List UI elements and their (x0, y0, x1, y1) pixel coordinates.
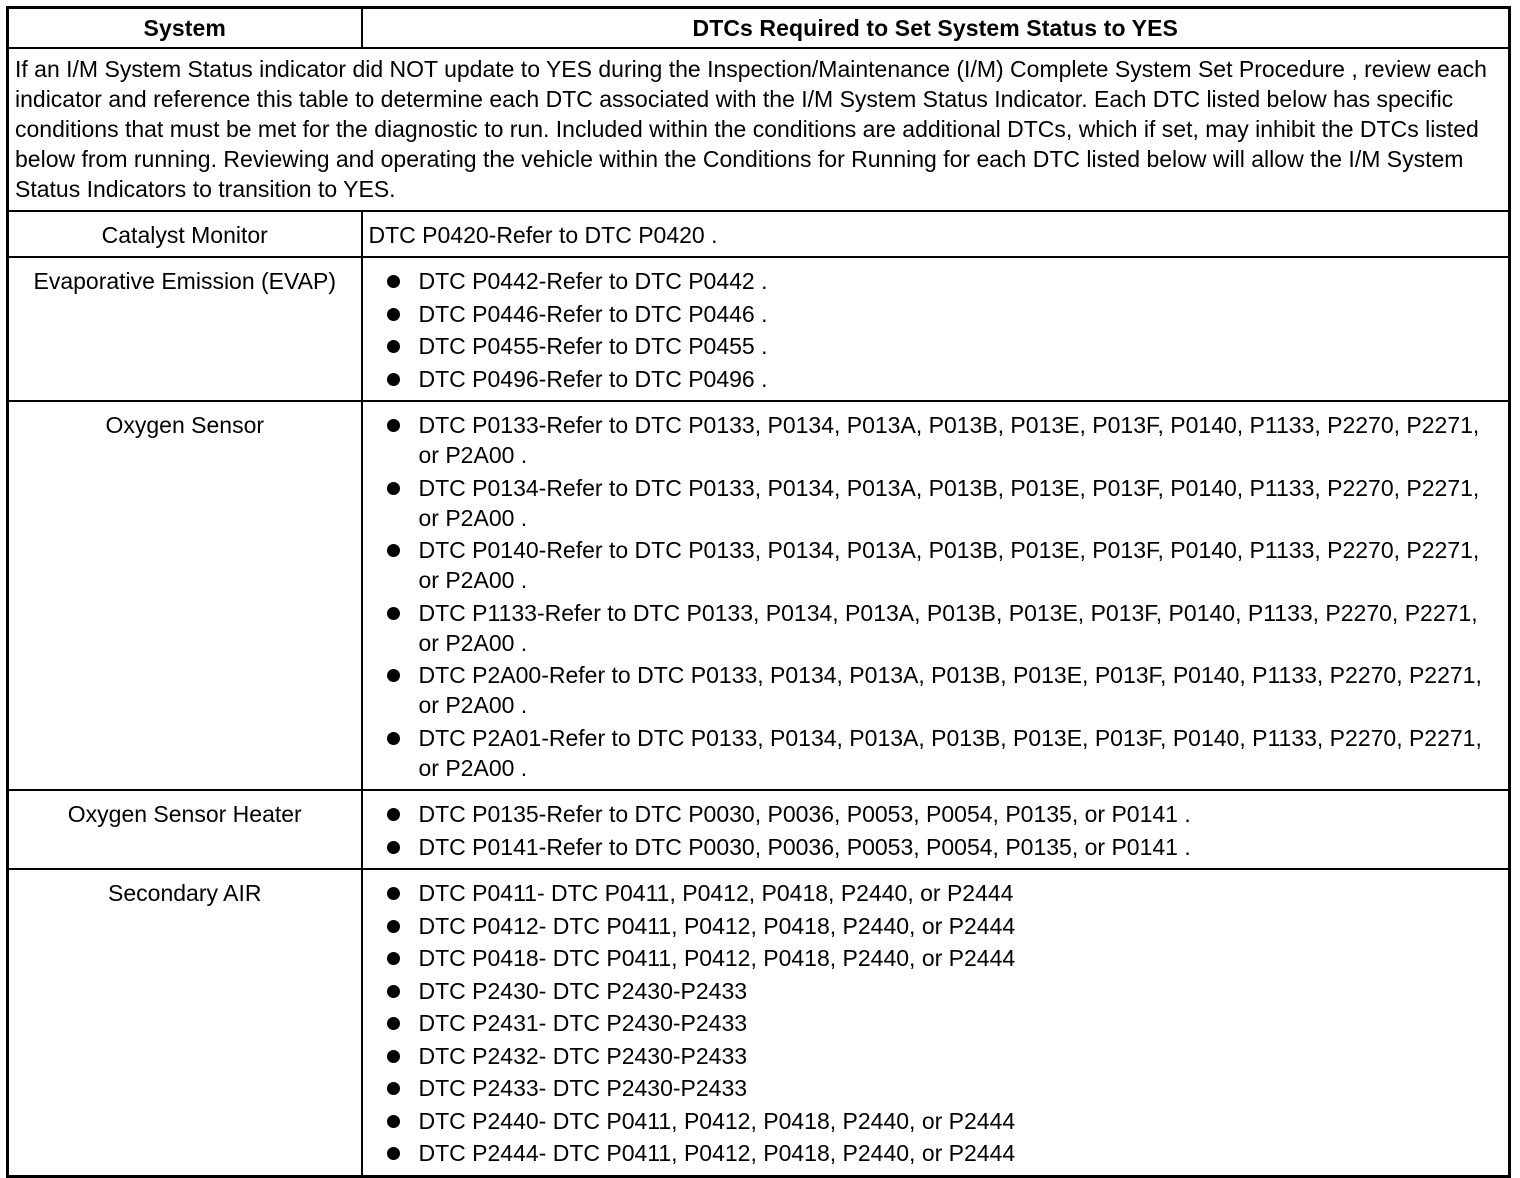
list-item-text: DTC P0418- DTC P0411, P0412, P0418, P2440, or P2444 (418, 945, 1016, 971)
list-item-text: DTC P2433- DTC P2430-P2433 (418, 1075, 748, 1101)
dtc-list (363, 410, 1499, 783)
list-item-text: DTC P0133-Refer to DTC P0133, P0134, P013A, P013B, P013E, P013F, P0140, P1133, P2270, P2271, or P2A00 . (418, 412, 1480, 468)
table-row (8, 869, 1510, 1176)
system-cell: Catalyst Monitor (8, 211, 362, 257)
bullet-icon (387, 1050, 400, 1063)
list-item-text: DTC P0442-Refer to DTC P0442 . (418, 268, 768, 294)
list-item-text: DTC P0134-Refer to DTC P0133, P0134, P013A, P013B, P013E, P013F, P0140, P1133, P2270, P2271, or P2A00 . (418, 474, 1480, 531)
dtc-cell: DTC P0420-Refer to DTC P0420 . (362, 211, 1510, 257)
list-item (363, 598, 1499, 658)
list-item (363, 331, 1499, 361)
list-item-text: DTC P1133-Refer to DTC P0133, P0134, P013A, P013B, P013E, P013F, P0140, P1133, P2270, P2271, or P2A00 . (418, 599, 1478, 656)
system-cell: Secondary AIR (8, 869, 362, 1176)
bullet-icon (387, 607, 400, 620)
system-cell: Oxygen Sensor (8, 401, 362, 790)
bullet-icon (387, 887, 400, 900)
list-item-text: DTC P2444- DTC P0411, P0412, P0418, P2440, or P2444 (418, 1140, 1016, 1166)
bullet-icon (387, 1082, 400, 1095)
table-row (8, 790, 1510, 869)
list-item-text: DTC P0446-Refer to DTC P0446 . (418, 300, 768, 327)
list-item (363, 943, 1499, 973)
table-row (8, 211, 1510, 257)
list-item-text: DTC P2430- DTC P2430-P2433 (418, 977, 748, 1004)
dtc-list (363, 799, 1499, 862)
list-item (363, 660, 1499, 720)
dtc-cell (362, 869, 1510, 1176)
bullet-icon (387, 841, 400, 854)
bullet-icon (387, 920, 400, 933)
bullet-icon (387, 419, 400, 432)
list-item (363, 1041, 1499, 1071)
list-item-text: DTC P0135-Refer to DTC P0030, P0036, P0053, P0054, P0135, or P0141 . (418, 801, 1191, 827)
list-item-text: DTC P2440- DTC P0411, P0412, P0418, P2440, or P2444 (418, 1107, 1016, 1134)
bullet-icon (387, 952, 400, 965)
header-dtcs: DTCs Required to Set System Status to YES (362, 8, 1510, 49)
bullet-icon (387, 1147, 400, 1160)
list-item (363, 799, 1499, 829)
list-item-text: DTC P2A00-Refer to DTC P0133, P0134, P013A, P013B, P013E, P013F, P0140, P1133, P2270, P2271, or P2A00 . (418, 662, 1482, 718)
list-item (363, 1008, 1499, 1038)
bullet-icon (387, 808, 400, 821)
dtc-cell (362, 257, 1510, 401)
list-item-text: DTC P2432- DTC P2430-P2433 (418, 1042, 748, 1069)
table-row (8, 257, 1510, 401)
bullet-icon (387, 308, 400, 321)
intro-row (8, 48, 1510, 211)
list-item (363, 473, 1499, 533)
list-item-text: DTC P0496-Refer to DTC P0496 . (418, 365, 768, 392)
list-item-text: DTC P2431- DTC P2430-P2433 (418, 1010, 748, 1036)
list-item (363, 1073, 1499, 1103)
system-cell: Evaporative Emission (EVAP) (8, 257, 362, 401)
bullet-icon (387, 340, 400, 353)
list-item (363, 723, 1499, 783)
bullet-icon (387, 985, 400, 998)
list-item (363, 832, 1499, 862)
list-item-text: DTC P0411- DTC P0411, P0412, P0418, P2440, or P2444 (418, 880, 1014, 906)
bullet-icon (387, 544, 400, 557)
list-item-text: DTC P2A01-Refer to DTC P0133, P0134, P013A, P013B, P013E, P013F, P0140, P1133, P2270, P2271, or P2A00 . (418, 724, 1482, 781)
bullet-icon (387, 482, 400, 495)
dtc-list (363, 878, 1499, 1168)
list-item (363, 976, 1499, 1006)
bullet-icon (387, 732, 400, 745)
list-item (363, 266, 1499, 296)
list-item (363, 535, 1499, 595)
dtc-table (6, 6, 1511, 1178)
table-row (8, 401, 1510, 790)
list-item-text: DTC P0412- DTC P0411, P0412, P0418, P2440, or P2444 (418, 912, 1016, 939)
header-row (8, 8, 1510, 49)
list-item-text: DTC P0141-Refer to DTC P0030, P0036, P0053, P0054, P0135, or P0141 . (418, 833, 1191, 860)
list-item (363, 878, 1499, 908)
list-item (363, 1106, 1499, 1136)
bullet-icon (387, 275, 400, 288)
dtc-list (363, 266, 1499, 394)
system-cell: Oxygen Sensor Heater (8, 790, 362, 869)
bullet-icon (387, 373, 400, 386)
list-item (363, 364, 1499, 394)
bullet-icon (387, 1115, 400, 1128)
bullet-icon (387, 1017, 400, 1030)
list-item (363, 1138, 1499, 1168)
intro-text: If an I/M System Status indicator did NOT update to YES during the Inspection/Maintenance (I/M) Complete System Set Procedure , review each indicator and reference this table to determine each DTC associated with the I/M System Status Indicator. Each DTC listed below has specific conditions that must be met for the diagnostic to run. Included within the conditions are additional DTCs, which if set, may inhibit the DTCs listed below from running. Reviewing and operating the vehicle within the Conditions for Running for each DTC listed below will allow the I/M System Status Indicators to transition to YES. (8, 48, 1510, 211)
header-system: System (8, 8, 362, 49)
list-item-text: DTC P0140-Refer to DTC P0133, P0134, P013A, P013B, P013E, P013F, P0140, P1133, P2270, P2271, or P2A00 . (418, 537, 1480, 593)
dtc-cell (362, 790, 1510, 869)
list-item (363, 911, 1499, 941)
list-item (363, 299, 1499, 329)
bullet-icon (387, 669, 400, 682)
list-item-text: DTC P0455-Refer to DTC P0455 . (418, 333, 768, 359)
list-item (363, 410, 1499, 470)
dtc-cell (362, 401, 1510, 790)
